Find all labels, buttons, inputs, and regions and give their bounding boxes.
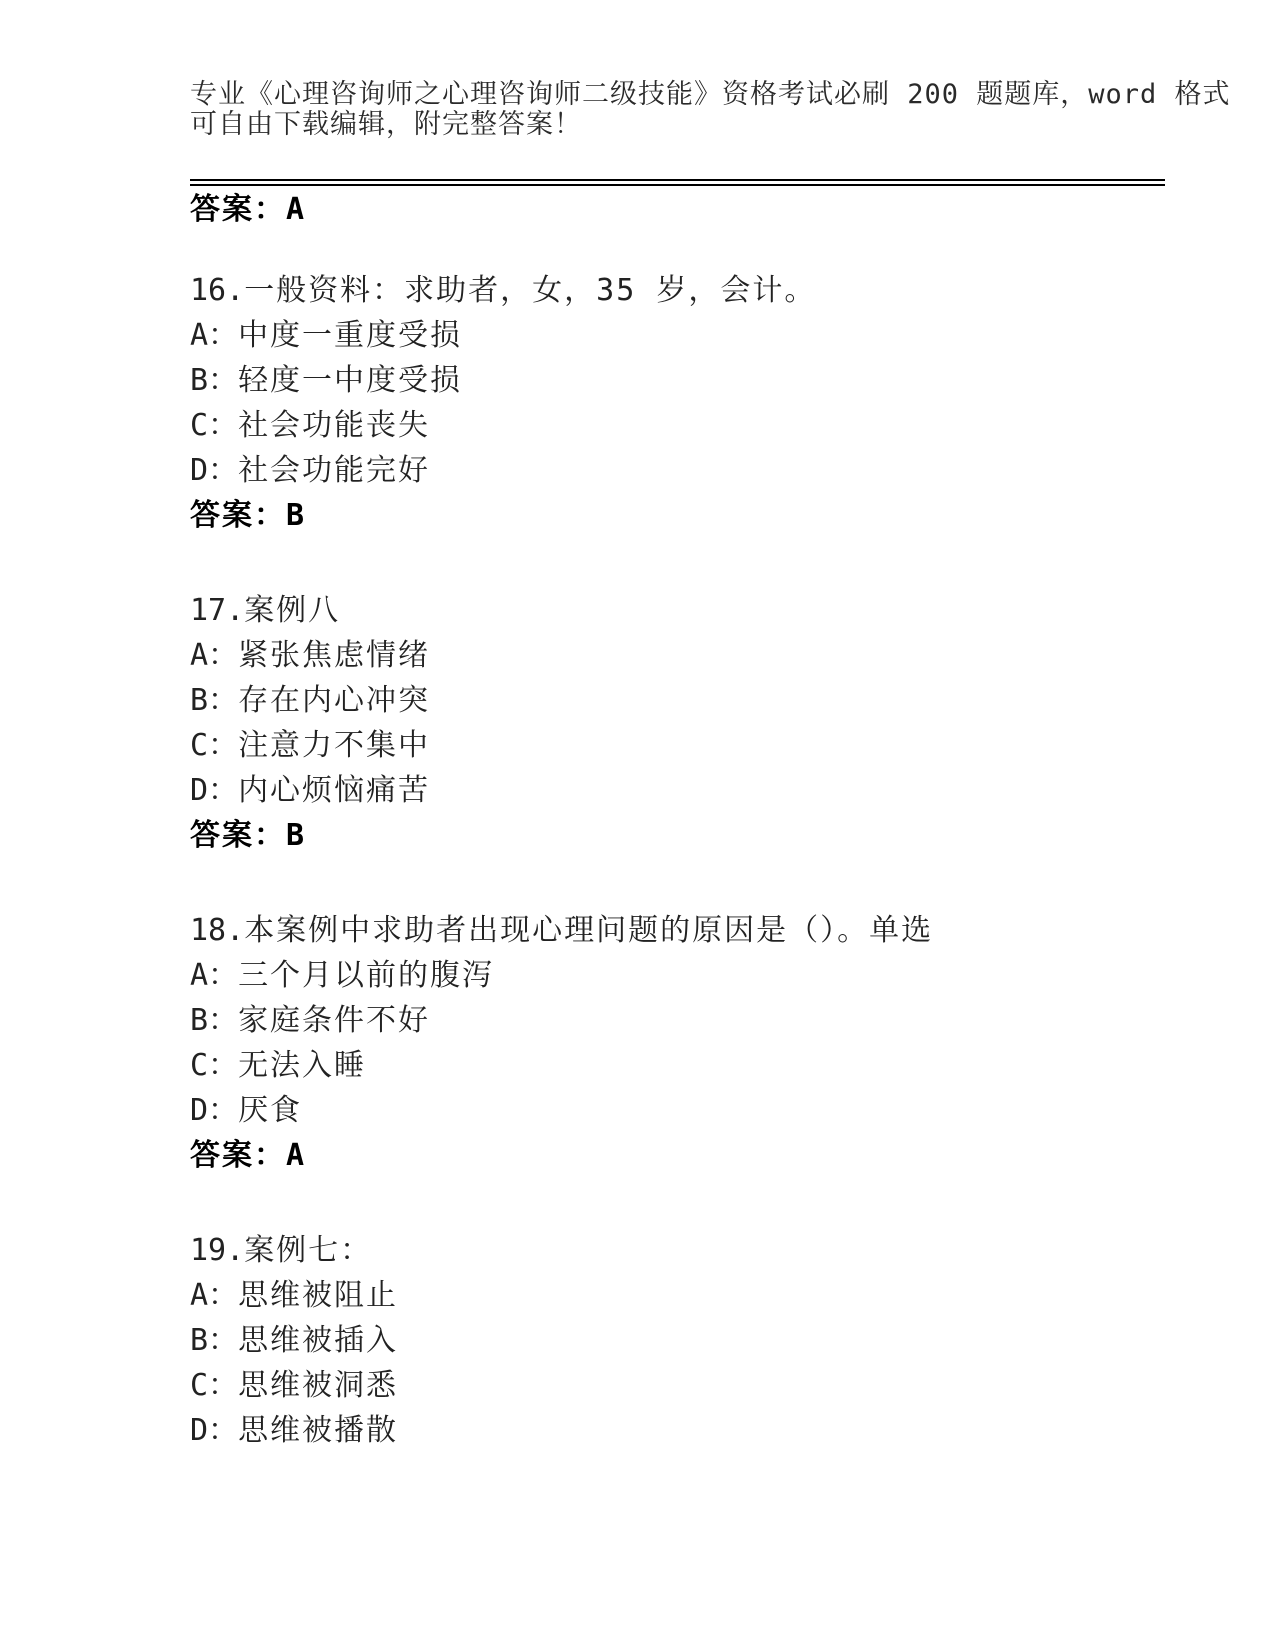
question-list — [190, 268, 1165, 1453]
option-label: B： — [190, 1003, 239, 1038]
option-label: A： — [190, 958, 239, 993]
answer-value: A — [286, 1138, 307, 1173]
option-row — [190, 768, 1165, 813]
option-label: C： — [190, 408, 239, 443]
option-row — [190, 448, 1165, 493]
option-label: B： — [190, 1323, 239, 1358]
option-row — [190, 1318, 1165, 1363]
question-text: 本案例中求助者出现心理问题的原因是（）。单选 — [244, 913, 934, 948]
header-divider — [190, 179, 1165, 186]
question-title — [190, 1228, 1165, 1273]
option-label: B： — [190, 683, 239, 718]
document-header — [190, 0, 1231, 140]
question-text: 案例八 — [244, 593, 341, 628]
option-list — [190, 313, 1165, 493]
option-text: 存在内心冲突 — [238, 683, 431, 718]
option-row — [190, 358, 1165, 403]
answer-label: 答案： — [190, 1138, 286, 1173]
option-label: D： — [190, 773, 239, 808]
option-row — [190, 1408, 1165, 1453]
option-label: B： — [190, 363, 239, 398]
document-content — [190, 0, 1231, 1453]
option-label: C： — [190, 728, 239, 763]
option-label: C： — [190, 1048, 239, 1083]
leading-answer-line — [190, 187, 1165, 232]
question-number: 17. — [190, 593, 245, 628]
question-block — [190, 908, 1165, 1178]
answer-line — [190, 813, 1165, 858]
option-row — [190, 313, 1165, 358]
question-number: 19. — [190, 1233, 245, 1268]
option-row — [190, 1273, 1165, 1318]
answer-label: 答案： — [190, 498, 286, 533]
option-text: 内心烦恼痛苦 — [238, 773, 431, 808]
option-list — [190, 953, 1165, 1133]
question-block — [190, 1228, 1165, 1453]
option-text: 思维被播散 — [238, 1413, 399, 1448]
answer-value: A — [286, 192, 307, 227]
question-block — [190, 268, 1165, 538]
question-number: 16. — [190, 273, 245, 308]
answer-line — [190, 493, 1165, 538]
option-row — [190, 633, 1165, 678]
option-label: C： — [190, 1368, 239, 1403]
option-row — [190, 998, 1165, 1043]
question-title — [190, 268, 1165, 313]
option-list — [190, 1273, 1165, 1453]
question-title — [190, 588, 1165, 633]
option-text: 注意力不集中 — [238, 728, 431, 763]
header-line-2: 可自由下载编辑，附完整答案！ — [190, 109, 582, 140]
option-row — [190, 953, 1165, 998]
option-label: D： — [190, 1413, 239, 1448]
option-row — [190, 403, 1165, 448]
option-row — [190, 1043, 1165, 1088]
option-text: 思维被阻止 — [238, 1278, 399, 1313]
option-label: A： — [190, 638, 239, 673]
option-text: 厌食 — [238, 1093, 303, 1128]
option-text: 无法入睡 — [238, 1048, 367, 1083]
answer-label: 答案： — [190, 192, 286, 227]
option-label: D： — [190, 1093, 239, 1128]
question-number: 18. — [190, 913, 245, 948]
option-list — [190, 633, 1165, 813]
option-row — [190, 1363, 1165, 1408]
option-text: 社会功能丧失 — [238, 408, 431, 443]
option-row — [190, 1088, 1165, 1133]
question-title — [190, 908, 1165, 953]
answer-value: B — [286, 498, 307, 533]
option-text: 轻度一中度受损 — [238, 363, 463, 398]
answer-line — [190, 1133, 1165, 1178]
option-label: D： — [190, 453, 239, 488]
option-label: A： — [190, 1278, 239, 1313]
option-label: A： — [190, 318, 239, 353]
option-text: 思维被插入 — [238, 1323, 399, 1358]
option-text: 三个月以前的腹泻 — [238, 958, 495, 993]
question-text: 一般资料：求助者，女，35 岁，会计。 — [244, 273, 817, 308]
header-line-1: 专业《心理咨询师之心理咨询师二级技能》资格考试必刷 200 题题库，word 格式 — [190, 79, 1231, 110]
option-row — [190, 678, 1165, 723]
option-row — [190, 723, 1165, 768]
option-text: 中度一重度受损 — [238, 318, 463, 353]
option-text: 家庭条件不好 — [238, 1003, 431, 1038]
option-text: 紧张焦虑情绪 — [238, 638, 431, 673]
question-text: 案例七： — [244, 1233, 373, 1268]
option-text: 思维被洞悉 — [238, 1368, 399, 1403]
option-text: 社会功能完好 — [238, 453, 431, 488]
question-block — [190, 588, 1165, 858]
answer-label: 答案： — [190, 818, 286, 853]
answer-value: B — [286, 818, 307, 853]
